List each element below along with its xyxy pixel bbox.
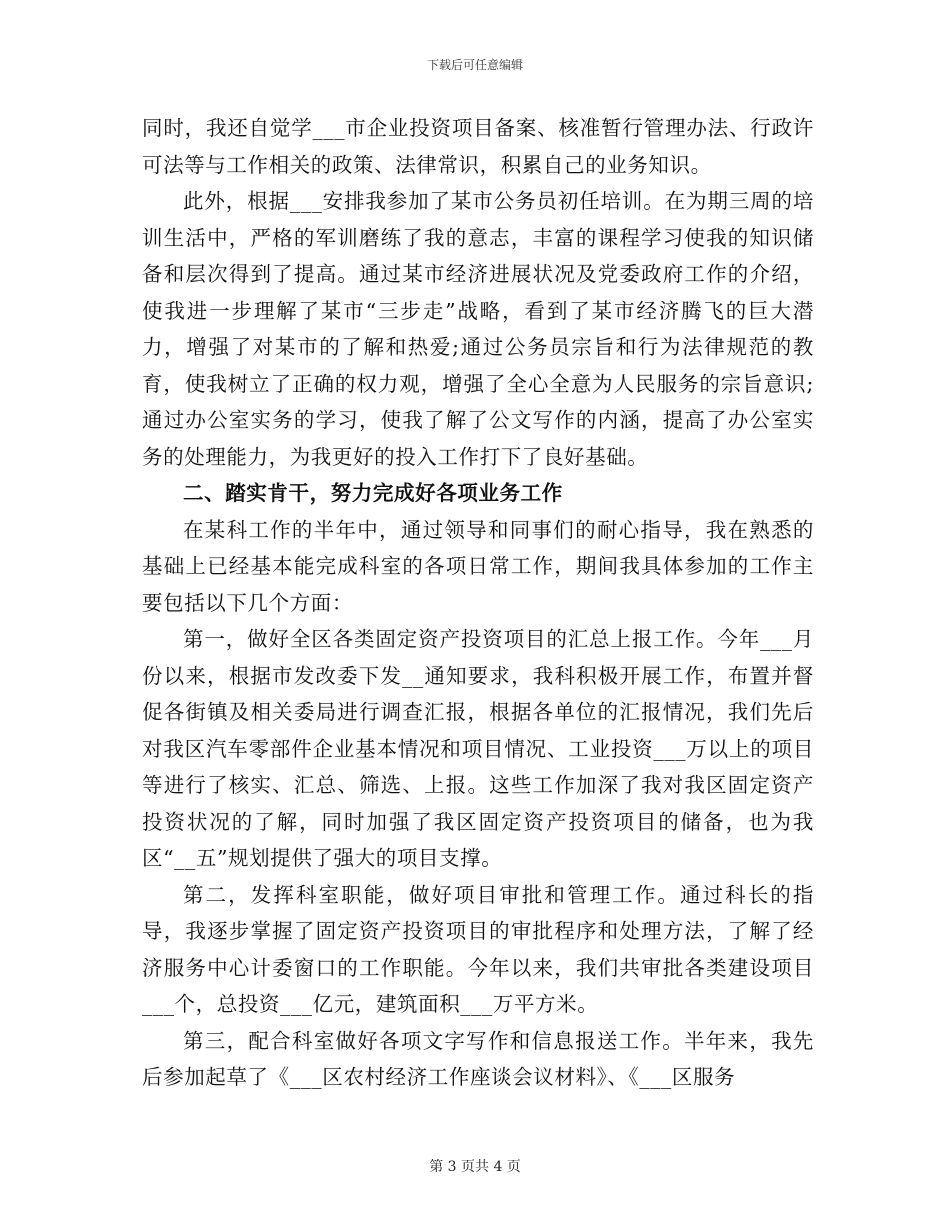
section-heading: 二、踏实肯干，努力完成好各项业务工作 (183, 481, 563, 505)
paragraph-intro: 在某科工作的半年中，通过领导和同事们的耐心指导，我在熟悉的基础上已经基本能完成科室的各项日常工作，期间我具体参加的工作主要包括以下几个方面： (142, 517, 814, 615)
paragraph-third: 第三，配合科室做好各项文字写作和信息报送工作。半年来，我先后参加起草了《___区农村经济工作座谈会议材料》、《___区服务 (142, 1028, 814, 1089)
document-body (142, 110, 814, 1096)
paragraph-training: 此外，根据___安排我参加了某市公务员初任培训。在为期三周的培训生活中，严格的军训磨练了我的意志，丰富的课程学习使我的知识储备和层次得到了提高。通过某市经济进展状况及党委政府工作的介绍，使我进一步理解了某市“三步走”战略，看到了某市经济腾飞的巨大潜力，增强了对某市的了解和热爱;通过公务员宗旨和行为法律规范的教育，使我树立了正确的权力观，增强了全心全意为人民服务的宗旨意识;通过办公室实务的学习，使我了解了公文写作的内涵，提高了办公室实务的处理能力，为我更好的投入工作打下了良好基础。 (142, 189, 814, 469)
paragraph-second: 第二，发挥科室职能，做好项目审批和管理工作。通过科长的指导，我逐步掌握了固定资产投资项目的审批程序和处理方法，了解了经济服务中心计委窗口的工作职能。今年以来，我们共审批各类建设项目___个，总投资___亿元，建筑面积___万平方米。 (142, 882, 814, 1016)
paragraph-continuation: 同时，我还自觉学___市企业投资项目备案、核准暂行管理办法、行政许可法等与工作相关的政策、法律常识，积累自己的业务知识。 (142, 116, 814, 177)
page-footer: 第 3 页共 4 页 (429, 1159, 521, 1175)
page-header: 下载后可任意编辑 (426, 58, 523, 72)
paragraph-first: 第一，做好全区各类固定资产投资项目的汇总上报工作。今年___月份以来，根据市发改委下发__通知要求，我科积极开展工作，布置并督促各街镇及相关委局进行调查汇报，根据各单位的汇报情况，我们先后对我区汽车零部件企业基本情况和项目情况、工业投资___万以上的项目等进行了核实、汇总、筛选、上报。这些工作加深了我对我区固定资产投资状况的了解，同时加强了我区固定资产投资项目的储备，也为我区“__五”规划提供了强大的项目支撑。 (142, 627, 814, 870)
